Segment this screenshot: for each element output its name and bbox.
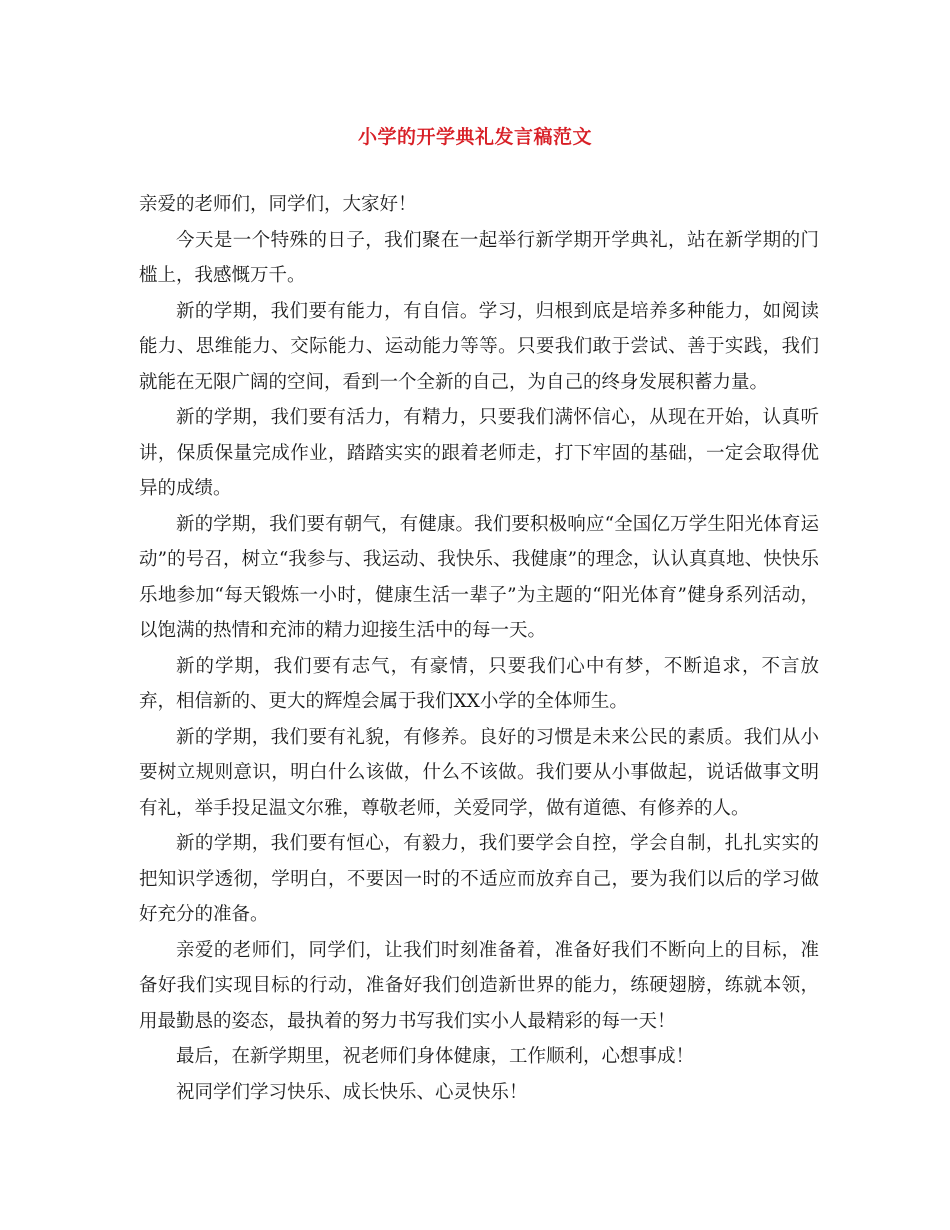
paragraph-9: 最后，在新学期里，祝老师们身体健康，工作顺利，心想事成！ [176,1046,695,1067]
paragraph-3: 新的学期，我们要有活力，有精力，只要我们满怀信心，从现在开始，认真听讲，保质保量完成作业，踏踏实实的跟着老师走，打下牢固的基础，一定会取得优异的成绩。 [139,407,819,499]
paragraph-4: 新的学期，我们要有朝气，有健康。我们要积极响应“全国亿万学生阳光体育运动”的号召，树立“我参与、我运动、我快乐、我健康”的理念，认认真真地、快快乐乐地参加“每天锻炼一小时，健康生活一辈子”为主题的“阳光体育”健身系列活动，以饱满的热情和充沛的精力迎接生活中的每一天。 [139,513,819,641]
paragraph-7: 新的学期，我们要有恒心，有毅力，我们要学会自控，学会自制，扎扎实实的把知识学透彻，学明白，不要因一时的不适应而放弃自己，要为我们以后的学习做好充分的准备。 [139,833,819,925]
paragraph-5: 新的学期，我们要有志气，有豪情，只要我们心中有梦，不断追求，不言放弃，相信新的、更大的辉煌会属于我们XX小学的全体师生。 [139,655,819,712]
paragraph-8: 亲爱的老师们，同学们，让我们时刻准备着，准备好我们不断向上的目标，准备好我们实现目标的行动，准备好我们创造新世界的能力，练硬翅膀，练就本领，用最勤恳的姿态，最执着的努力书写我们实小人最精彩的每一天！ [139,939,819,1032]
document-body [139,187,819,1110]
paragraph-2: 新的学期，我们要有能力，有自信。学习，归根到底是培养多种能力，如阅读能力、思维能力、交际能力、运动能力等等。只要我们敢于尝试、善于实践，我们就能在无限广阔的空间，看到一个全新的自己，为自己的终身发展积蓄力量。 [139,300,819,393]
salutation: 亲爱的老师们，同学们，大家好！ [139,194,417,215]
paragraph-10: 祝同学们学习快乐、成长快乐、心灵快乐！ [176,1081,528,1103]
paragraph-1: 今天是一个特殊的日子，我们聚在一起举行新学期开学典礼，站在新学期的门槛上，我感慨万千。 [139,229,819,286]
paragraph-6: 新的学期，我们要有礼貌，有修养。良好的习惯是未来公民的素质。我们从小要树立规则意识，明白什么该做，什么不该做。我们要从小事做起，说话做事文明有礼，举手投足温文尔雅，尊敬老师，关爱同学，做有道德、有修养的人。 [139,726,819,819]
document-title: 小学的开学典礼发言稿范文 [357,126,592,148]
